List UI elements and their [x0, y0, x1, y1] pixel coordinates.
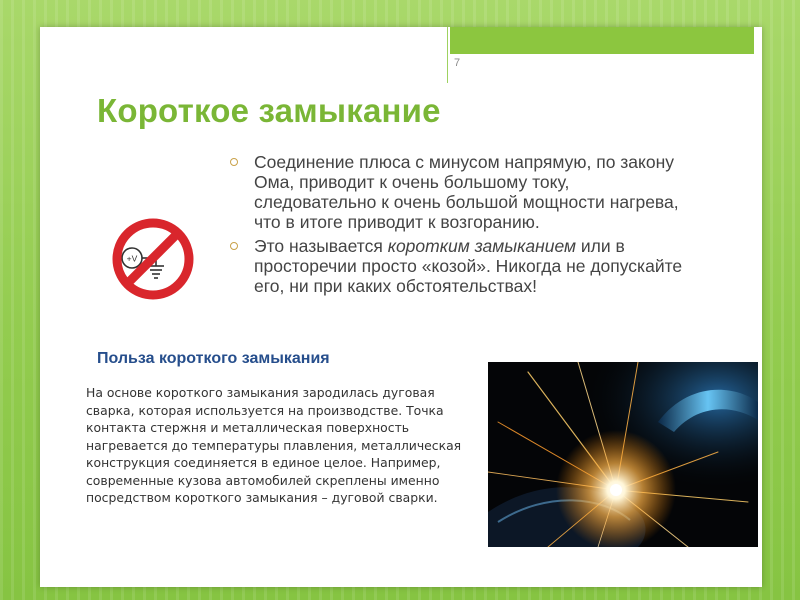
circle-bullet-icon — [230, 242, 238, 250]
header-divider — [447, 27, 448, 83]
bullet-text-end: или в просторечии просто «козой». Никогда не допускайте его, ни при каких обстоятельствах! — [254, 236, 683, 296]
header-accent-bar — [450, 27, 754, 54]
bullet-text-italic: коротким замыканием — [387, 236, 577, 256]
section-subtitle: Польза короткого замыкания — [97, 350, 330, 367]
bullet-item — [230, 152, 690, 232]
circle-bullet-icon — [230, 158, 238, 166]
page-number: 7 — [454, 57, 461, 69]
body-paragraph: На основе короткого замыкания зародилась дуговая сварка, которая используется на производстве. Точка контакта стержня и металлическая поверхность нагревается до температуры плавления, металлическая конструкция соединяется в единое целое. Например, современные кузова автомобилей скреплены именно посредством короткого замыкания – дуговой сварки. — [86, 385, 462, 505]
voltage-label: +V — [126, 253, 138, 264]
bullet-list — [230, 152, 690, 300]
welding-sparks-image — [488, 362, 758, 547]
bullet-text-start: Это называется — [254, 236, 388, 256]
slide-title: Короткое замыкание — [97, 92, 441, 129]
arc-core — [610, 484, 622, 496]
bullet-item — [230, 236, 690, 296]
prohibition-sign-icon — [110, 216, 196, 302]
bullet-text: Соединение плюса с минусом напрямую, по закону Ома, приводит к очень большому току, следовательно к очень большой мощности нагрева, что в итоге приводит к возгоранию. — [254, 152, 679, 232]
